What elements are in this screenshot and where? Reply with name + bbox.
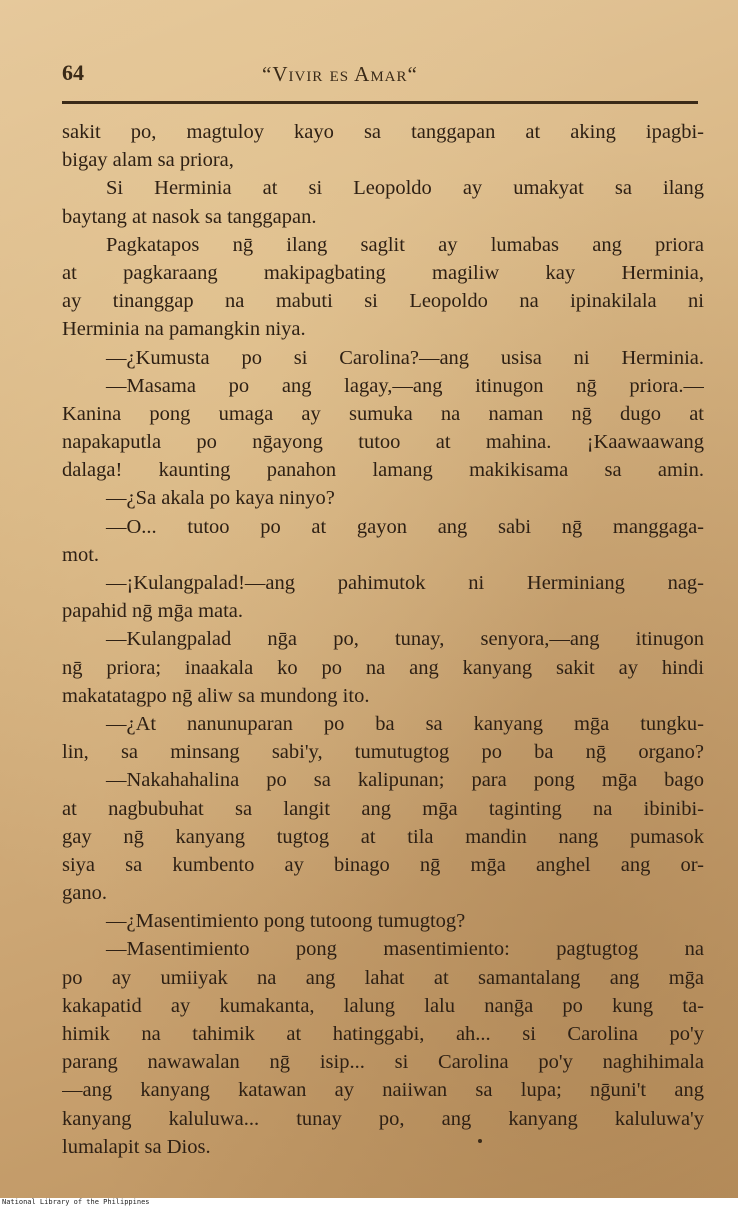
header-rule [62, 101, 698, 104]
text-line: po ay umiiyak na ang lahat at samantalang ang mḡa [62, 966, 704, 989]
text-line: —Masentimiento pong masentimiento: pagtugtog na [106, 938, 704, 961]
body-text [62, 118, 704, 1161]
text-line: Herminia na pamangkin niya. [62, 318, 306, 341]
text-line: —¿Masentimiento pong tutoong tumugtog? [106, 910, 466, 933]
text-line: kakapatid ay kumakanta, lalung lalu nanḡa po kung ta- [62, 994, 704, 1017]
text-line: bigay alam sa priora, [62, 149, 234, 172]
text-line: parang nawawalan nḡ isip... si Carolina po'y naghihimala [62, 1051, 704, 1074]
text-line: at pagkaraang makipagbating magiliw kay Herminia, [62, 261, 704, 284]
text-line: ay tinanggap na mabuti si Leopoldo na ipinakilala ni [62, 290, 704, 313]
page-number: 64 [62, 60, 84, 85]
text-line: baytang at nasok sa tanggapan. [62, 205, 317, 228]
text-line: himik na tahimik at hatinggabi, ah... si Carolina po'y [62, 1023, 704, 1045]
text-line: mot. [62, 543, 100, 566]
page-footer [0, 1199, 738, 1208]
text-line: —Masama po ang lagay,—ang itinugon nḡ priora.— [106, 374, 704, 397]
ink-speck [478, 1139, 482, 1143]
text-line: —O... tutoo po at gayon ang sabi nḡ manggaga- [106, 515, 704, 538]
running-title: “Vivir es Amar“ [262, 62, 418, 86]
text-line: —ang kanyang katawan ay naiiwan sa lupa; nḡuni't ang [62, 1079, 704, 1102]
text-line: —Kulangpalad nḡa po, tunay, senyora,—ang itinugon [106, 628, 704, 651]
library-credit: National Library of the Philippines [2, 1198, 150, 1206]
text-line: gano. [62, 882, 107, 905]
text-line: —¿At nanunuparan po ba sa kanyang mḡa tungku- [106, 712, 704, 735]
text-line: napakaputla po nḡayong tutoo at mahina. ¡Kaawaawang [62, 431, 704, 454]
text-line: nḡ priora; inaakala ko po na ang kanyang sakit ay hindi [62, 656, 704, 679]
page-header [62, 60, 698, 94]
text-line: lumalapit sa Dios. [62, 1135, 211, 1158]
text-line: lin, sa minsang sabi'y, tumutugtog po ba nḡ organo? [62, 741, 704, 764]
text-line: at nagbubuhat sa langit ang mḡa taginting na ibinibi- [62, 797, 704, 820]
text-line: makatatagpo nḡ aliw sa mundong ito. [62, 684, 370, 707]
text-line: Kanina pong umaga ay sumuka na naman nḡ dugo at [62, 402, 704, 425]
text-line: gay nḡ kanyang tugtog at tila mandin nang pumasok [62, 825, 704, 848]
text-line: —¿Sa akala po kaya ninyo? [106, 487, 335, 510]
text-line: papahid nḡ mḡa mata. [62, 600, 244, 623]
text-line: kanyang kaluluwa... tunay po, ang kanyang kaluluwa'y [62, 1107, 704, 1130]
text-line: sakit po, magtuloy kayo sa tanggapan at aking ipagbi- [62, 121, 704, 143]
text-line: Si Herminia at si Leopoldo ay umakyat sa ilang [106, 177, 704, 200]
text-line: siya sa kumbento ay binago nḡ mḡa anghel ang or- [62, 853, 704, 876]
text-line: —¿Kumusta po si Carolina?—ang usisa ni Herminia. [106, 346, 704, 369]
text-line: Pagkatapos nḡ ilang saglit ay lumabas ang priora [106, 233, 704, 256]
text-line: dalaga! kaunting panahon lamang makikisama sa amin. [62, 459, 704, 482]
text-line: —Nakahahalina po sa kalipunan; para pong mḡa bago [106, 769, 704, 792]
text-line: —¡Kulangpalad!—ang pahimutok ni Herminiang nag- [106, 572, 704, 594]
